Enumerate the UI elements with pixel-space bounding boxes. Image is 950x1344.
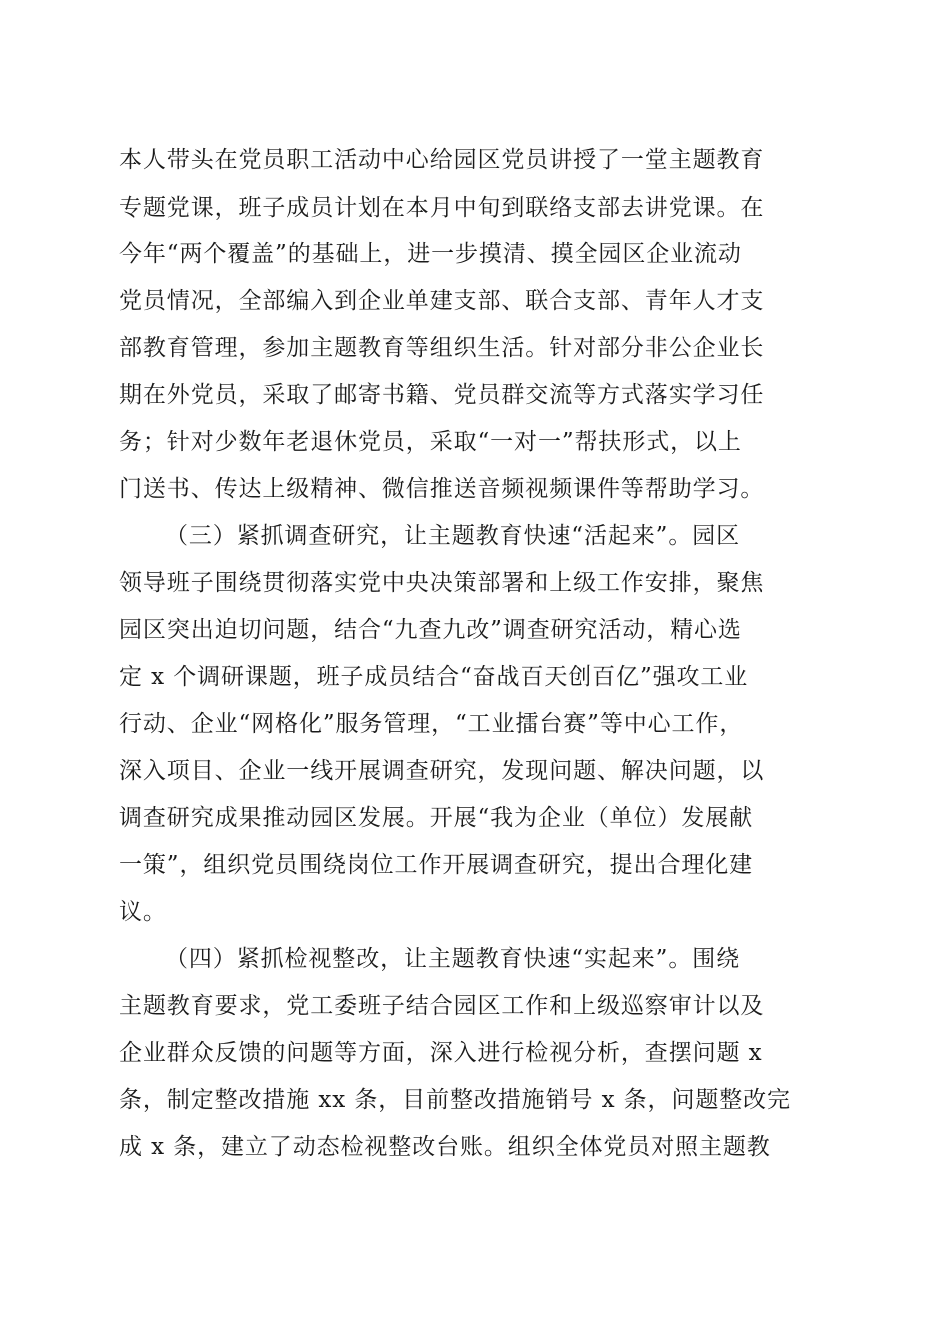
text-line: 调查研究成果推动园区发展。开展“我为企业（单位）发展献 [119,805,754,831]
section-4-heading-line: （四）紧抓检视整改，让主题教育快速“实起来”。围绕 [165,946,741,972]
text-line: 企业群众反馈的问题等方面，深入进行检视分析，查摆问题 x [119,1040,763,1066]
text-line: 议。 [119,899,167,925]
text-line: 门送书、传达上级精神、微信推送音频视频课件等帮助学习。 [119,476,765,502]
text-line: 专题党课，班子成员计划在本月中旬到联络支部去讲党课。在 [119,195,765,221]
text-line: 主题教育要求，党工委班子结合园区工作和上级巡察审计以及 [119,993,765,1019]
text-line: 一策”，组织党员围绕岗位工作开展调查研究，提出合理化建 [119,852,754,878]
text-line: 条，制定整改措施 xx 条，目前整改措施销号 x 条，问题整改完 [119,1087,791,1113]
text-line: 成 x 条，建立了动态检视整改台账。组织全体党员对照主题教 [119,1134,771,1160]
text-line: 今年“两个覆盖”的基础上，进一步摸清、摸全园区企业流动 [119,241,742,267]
text-line: 定 x 个调研课题，班子成员结合“奋战百天创百亿”强攻工业 [119,664,749,690]
text-line: 深入项目、企业一线开展调查研究，发现问题、解决问题，以 [119,758,765,784]
text-line: 本人带头在党员职工活动中心给园区党员讲授了一堂主题教育 [119,147,765,173]
text-line: 园区突出迫切问题，结合“九查九改”调查研究活动，精心选 [119,617,742,643]
section-3-heading-line: （三）紧抓调查研究，让主题教育快速“活起来”。园区 [165,523,741,549]
text-line: 领导班子围绕贯彻落实党中央决策部署和上级工作安排，聚焦 [119,570,765,596]
text-line: 务；针对少数年老退休党员，采取“一对一”帮扶形式，以上 [119,429,742,455]
text-line: 党员情况，全部编入到企业单建支部、联合支部、青年人才支 [119,288,765,314]
text-line: 期在外党员，采取了邮寄书籍、党员群交流等方式落实学习任 [119,382,765,408]
text-line: 行动、企业“网格化”服务管理，“工业擂台赛”等中心工作， [119,711,744,737]
text-line: 部教育管理，参加主题教育等组织生活。针对部分非公企业长 [119,335,765,361]
